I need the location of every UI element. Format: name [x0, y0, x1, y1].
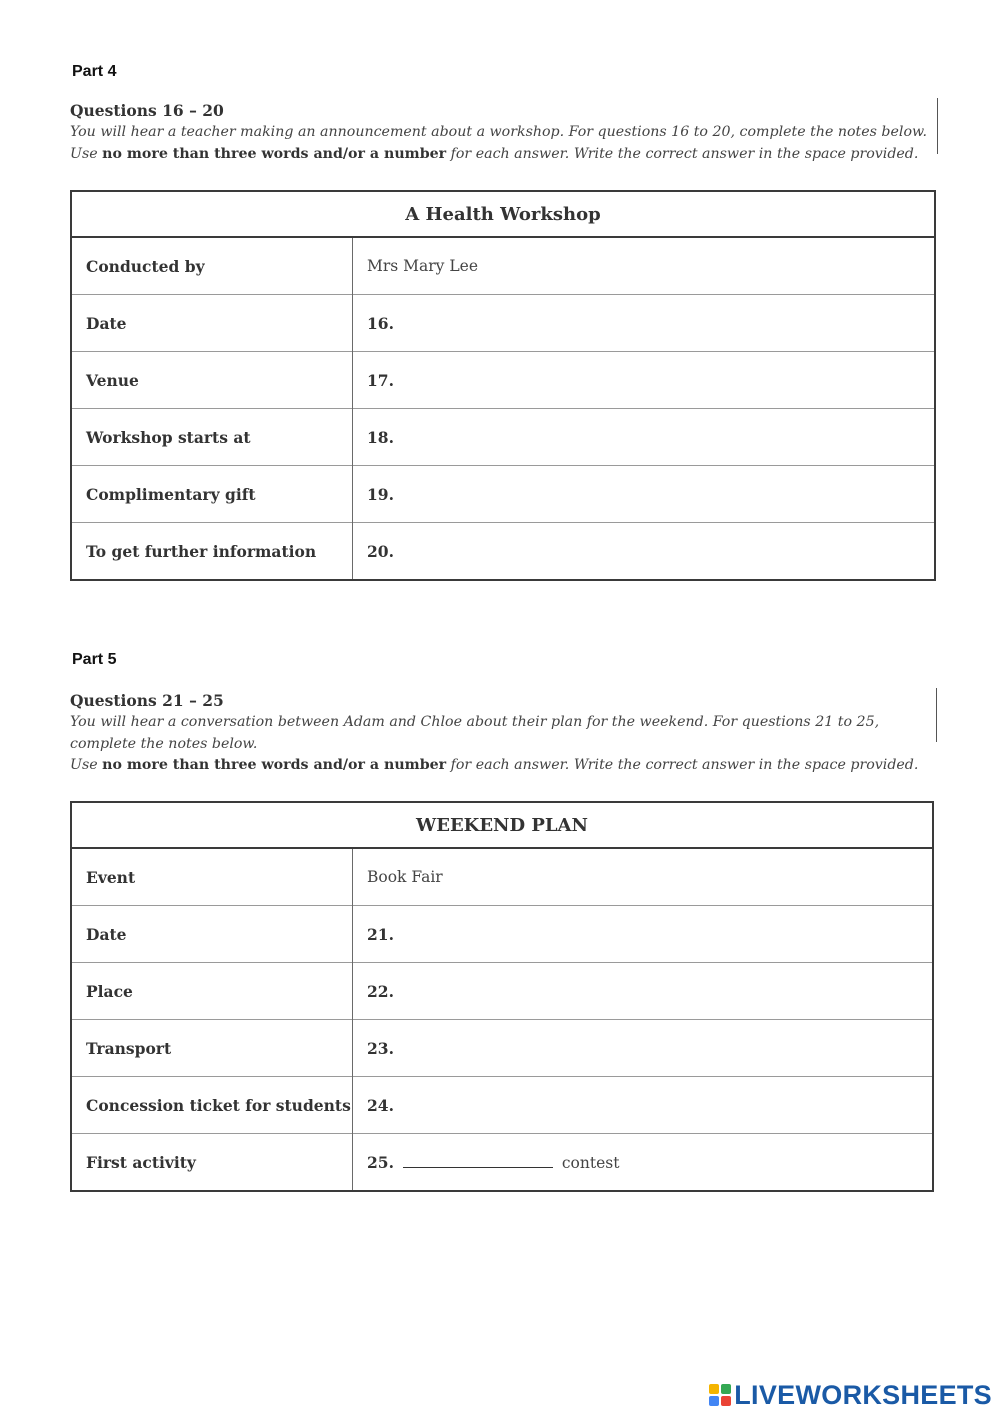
table-row — [71, 237, 935, 295]
table-title: WEEKEND PLAN — [71, 802, 933, 848]
row-label: To get further information — [71, 523, 353, 581]
part5-instructions — [70, 712, 938, 777]
row-label: Complimentary gift — [71, 466, 353, 523]
table-row — [71, 466, 935, 523]
part5-instruction-line2: complete the notes below. — [70, 735, 258, 752]
liveworksheets-logo[interactable] — [709, 1379, 992, 1410]
margin-mark — [937, 98, 938, 154]
row-label: Date — [71, 906, 353, 963]
table-row — [71, 1077, 933, 1134]
part4-instruction-rest: for each answer. Write the correct answer in the space provided. — [450, 145, 919, 162]
part5-instruction-use: Use — [70, 757, 98, 773]
part4-instruction-line1: You will hear a teacher making an announcement about a workshop. For questions 16 to 20, complete the notes below. — [70, 124, 927, 140]
part5-instruction-rest: for each answer. Write the correct answer in the space provided. — [450, 757, 919, 773]
answer-24[interactable]: 24. — [353, 1077, 934, 1134]
answer-17[interactable]: 17. — [353, 352, 936, 409]
margin-mark — [936, 688, 937, 742]
table-row — [71, 848, 933, 906]
logo-square — [721, 1384, 731, 1394]
part5-questions-heading: Questions 21 – 25 — [70, 691, 224, 710]
answer-20[interactable]: 20. — [353, 523, 936, 581]
answer-22[interactable]: 22. — [353, 963, 934, 1020]
answer-25-blank[interactable] — [403, 1153, 553, 1168]
part4-instructions — [70, 122, 938, 165]
table-row — [71, 409, 935, 466]
row-label: Venue — [71, 352, 353, 409]
answer-18[interactable]: 18. — [353, 409, 936, 466]
table-row — [71, 1134, 933, 1192]
table-row — [71, 352, 935, 409]
part4-instruction-bold: no more than three words and/or a number — [102, 145, 447, 162]
part5-instruction-bold: no more than three words and/or a number — [102, 757, 447, 773]
weekend-plan-table — [70, 801, 934, 1192]
health-workshop-table — [70, 190, 936, 581]
table-row — [71, 1020, 933, 1077]
logo-grid-icon — [709, 1384, 731, 1406]
table-title: A Health Workshop — [71, 191, 935, 237]
row-label: Concession ticket for students — [71, 1077, 353, 1134]
logo-text: LIVEWORKSHEETS — [734, 1379, 992, 1410]
answer-19[interactable]: 19. — [353, 466, 936, 523]
answer-16[interactable]: 16. — [353, 295, 936, 352]
answer-25-suffix: contest — [561, 1153, 620, 1172]
part4-instruction-use: Use — [70, 145, 98, 162]
row-label: Place — [71, 963, 353, 1020]
logo-square — [721, 1396, 731, 1406]
answer-25-number: 25. — [367, 1152, 394, 1172]
part5-instruction-line1: You will hear a conversation between Adam and Chloe about their plan for the weekend. For questions 21 to 25, — [70, 714, 880, 730]
table-row — [71, 523, 935, 581]
logo-square — [709, 1396, 719, 1406]
answer-23[interactable]: 23. — [353, 1020, 934, 1077]
answer-21[interactable]: 21. — [353, 906, 934, 963]
logo-square — [709, 1384, 719, 1394]
row-label: Event — [71, 848, 353, 906]
part4-label: Part 4 — [72, 63, 117, 80]
table-row — [71, 295, 935, 352]
row-label: Date — [71, 295, 353, 352]
row-value: Mrs Mary Lee — [353, 237, 936, 295]
part4-questions-heading: Questions 16 – 20 — [70, 101, 224, 120]
row-label: First activity — [71, 1134, 353, 1192]
row-label: Conducted by — [71, 237, 353, 295]
row-label: Transport — [71, 1020, 353, 1077]
answer-25-cell — [353, 1134, 934, 1192]
part5-label: Part 5 — [72, 651, 117, 668]
row-label: Workshop starts at — [71, 409, 353, 466]
table-row — [71, 906, 933, 963]
row-value: Book Fair — [353, 848, 934, 906]
table-row — [71, 963, 933, 1020]
